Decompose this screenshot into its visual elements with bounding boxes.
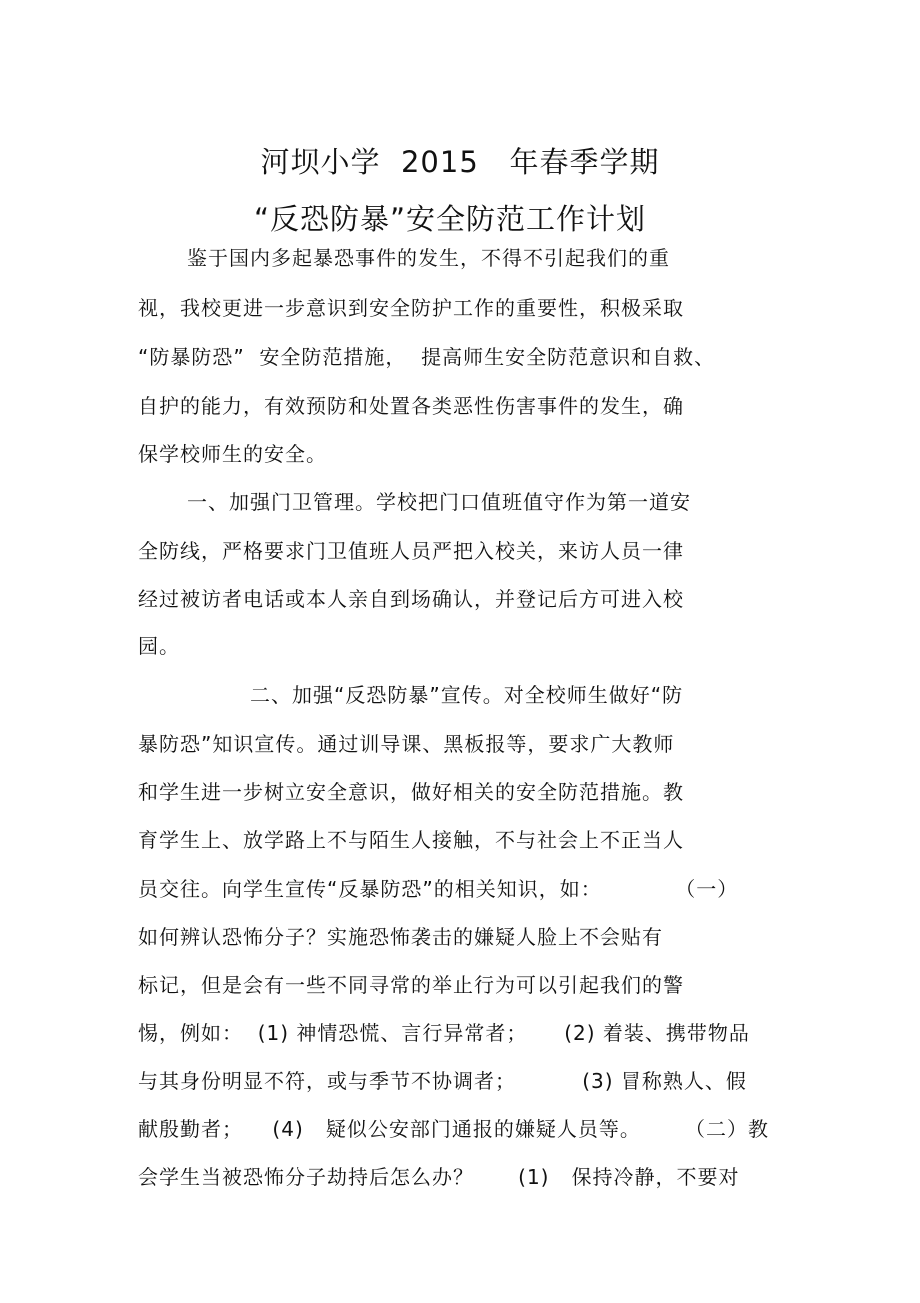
body-line: 自护的能力，有效预防和处置各类恶性伤害事件的发生，确 <box>138 394 684 418</box>
body-line: 视，我校更进一步意识到安全防护工作的重要性，积极采取 <box>138 296 684 320</box>
body-line: 园。 <box>138 634 180 658</box>
body-line: 献殷勤者； (4) 疑似公安部门通报的嫌疑人员等。 （二）教 <box>138 1117 769 1141</box>
body-line: 保学校师生的安全。 <box>138 442 327 466</box>
body-line: 员交往。向学生宣传“反暴防恐”的相关知识，如： （一） <box>138 877 739 901</box>
body-line: 育学生上、放学路上不与陌生人接触，不与社会上不正当人 <box>138 828 684 852</box>
body-line: 一、加强门卫管理。学校把门口值班值守作为第一道安 <box>187 490 691 514</box>
body-line: 全防线，严格要求门卫值班人员严把入校关，来访人员一律 <box>138 539 684 563</box>
body-line: 经过被访者电话或本人亲自到场确认，并登记后方可进入校 <box>138 587 684 611</box>
body-line: 暴防恐”知识宣传。通过训导课、黑板报等，要求广大教师 <box>138 732 675 756</box>
body-line: “防暴防恐” 安全防范措施， 提高师生安全防范意识和自救、 <box>138 345 716 369</box>
body-line: 标记，但是会有一些不同寻常的举止行为可以引起我们的警 <box>138 973 684 997</box>
document-title-line-2: “反恐防暴”安全防范工作计划 <box>253 202 647 236</box>
body-line: 二、加强“反恐防暴”宣传。对全校师生做好“防 <box>250 683 684 707</box>
body-line: 如何辨认恐怖分子？实施恐怖袭击的嫌疑人脸上不会贴有 <box>138 925 663 949</box>
document-title-line-1: 河坝小学 2015 年春季学期 <box>260 145 660 179</box>
body-line: 会学生当被恐怖分子劫持后怎么办？ (1) 保持冷静，不要对 <box>138 1165 740 1189</box>
body-line: 和学生进一步树立安全意识，做好相关的安全防范措施。教 <box>138 780 684 804</box>
body-line: 鉴于国内多起暴恐事件的发生，不得不引起我们的重 <box>187 246 670 270</box>
body-line: 与其身份明显不符，或与季节不协调者； (3) 冒称熟人、假 <box>138 1069 747 1093</box>
body-line: 惕，例如： (1) 神情恐慌、言行异常者； (2) 着装、携带物品 <box>138 1021 750 1045</box>
